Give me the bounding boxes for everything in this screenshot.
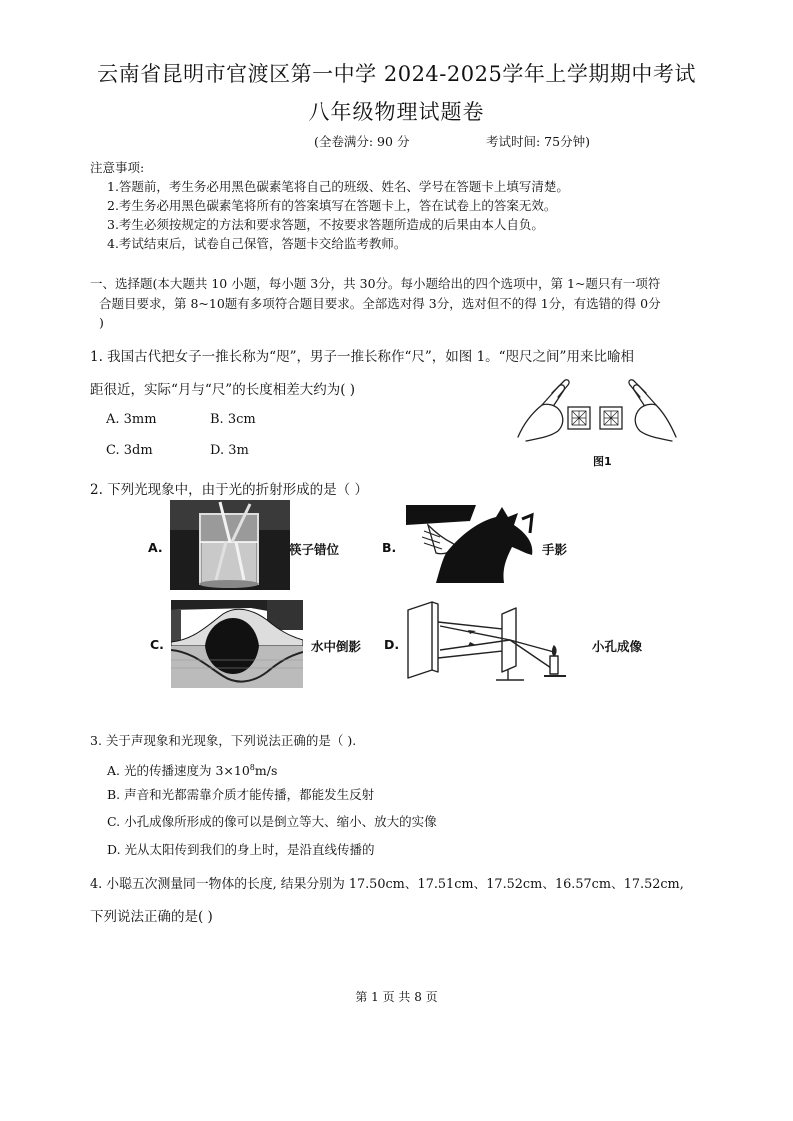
pinhole-imaging-diagram [404,600,582,684]
figure-1-label: 图1 [593,455,612,468]
question-1-stem: 1. 我国古代把女子一推长称为“咫”，男子一推长称作“尺”，如图 1。“咫尺之间”用来比喻相 [90,349,634,365]
q1-option-a: A. 3mm [106,412,157,427]
section-instructions: 一、选择题(本大题共 10 小题，每小题 3分，共 30分。每小题给出的四个选项中，第 1~题只有一项符 [90,276,661,291]
notes-heading: 注意事项: [90,160,145,175]
chopsticks-in-water-photo [170,500,290,590]
q3-option-b: B. 声音和光都需靠介质才能传播，都能发生反射 [107,787,375,802]
exam-subtitle: 八年级物理试题卷 [308,100,485,124]
q2-option-b-letter: B. [382,540,397,555]
exam-time: 考试时间: 75分钟) [486,134,590,149]
note-item: 1.答题前，考生务必用黑色碳素笔将自己的班级、姓名、学号在答题卡上填写清楚。 [107,179,569,194]
q3-option-c: C. 小孔成像所形成的像可以是倒立等大、缩小、放大的实像 [107,814,437,829]
full-score: (全卷满分: 90 分 [314,134,410,149]
question-4-stem: 下列说法正确的是( ) [90,909,213,925]
question-3-stem: 3. 关于声现象和光现象，下列说法正确的是（ ). [90,733,357,748]
page-footer: 第 1 页 共 8 页 [355,990,438,1004]
question-2-stem: 2. 下列光现象中，由于光的折射形成的是（ ） [90,482,368,498]
q2-option-d-letter: D. [384,637,400,652]
section-instructions: 合题目要求，第 8~10题有多项符合题目要求。全部选对得 3分，选对但不的得 1分，有选错的得 0分 [99,296,661,311]
q2-option-b-caption: 手影 [542,542,568,557]
q2-option-c-letter: C. [150,637,164,652]
q2-option-a-letter: A. [148,540,163,555]
question-4-stem: 4. 小聪五次测量同一物体的长度, 结果分别为 17.50cm、17.51cm、17.52cm、16.57cm、17.52cm, [90,877,684,892]
q3-option-a [107,758,277,780]
q3-option-a-exponent: 8 [249,763,255,772]
note-item: 4.考试结束后，试卷自己保管，答题卡交给监考教师。 [107,236,407,251]
note-item: 2.考生务必用黑色碳素笔将所有的答案填写在答题卡上，答在试卷上的答案无效。 [107,198,557,213]
q1-option-c: C. 3dm [106,443,153,458]
note-item: 3.考生必须按规定的方法和要求答题，不按要求答题所造成的后果由本人自负。 [107,217,544,232]
question-1-stem: 距很近，实际“月与“尺”的长度相差大约为( ) [90,382,356,398]
section-instructions: ) [99,315,104,330]
q3-option-a-unit: m/s [254,763,278,779]
hand-shadow-photo [406,503,540,585]
bridge-reflection-photo [171,600,303,688]
q1-option-b: B. 3cm [210,412,256,427]
q2-option-a-caption: 筷子错位 [289,542,340,557]
q3-option-d: D. 光从太阳传到我们的身上时，是沿直线传播的 [107,842,375,857]
q1-option-d: D. 3m [210,443,249,458]
figure-1-hands-illustration [512,375,682,447]
q2-option-d-caption: 小孔成像 [592,639,643,654]
q2-option-c-caption: 水中倒影 [311,639,362,654]
exam-title: 云南省昆明市官渡区第一中学 2024-2025学年上学期期中考试 [97,62,696,86]
q3-option-a-text: A. 光的传播速度为 3×10 [107,763,250,779]
